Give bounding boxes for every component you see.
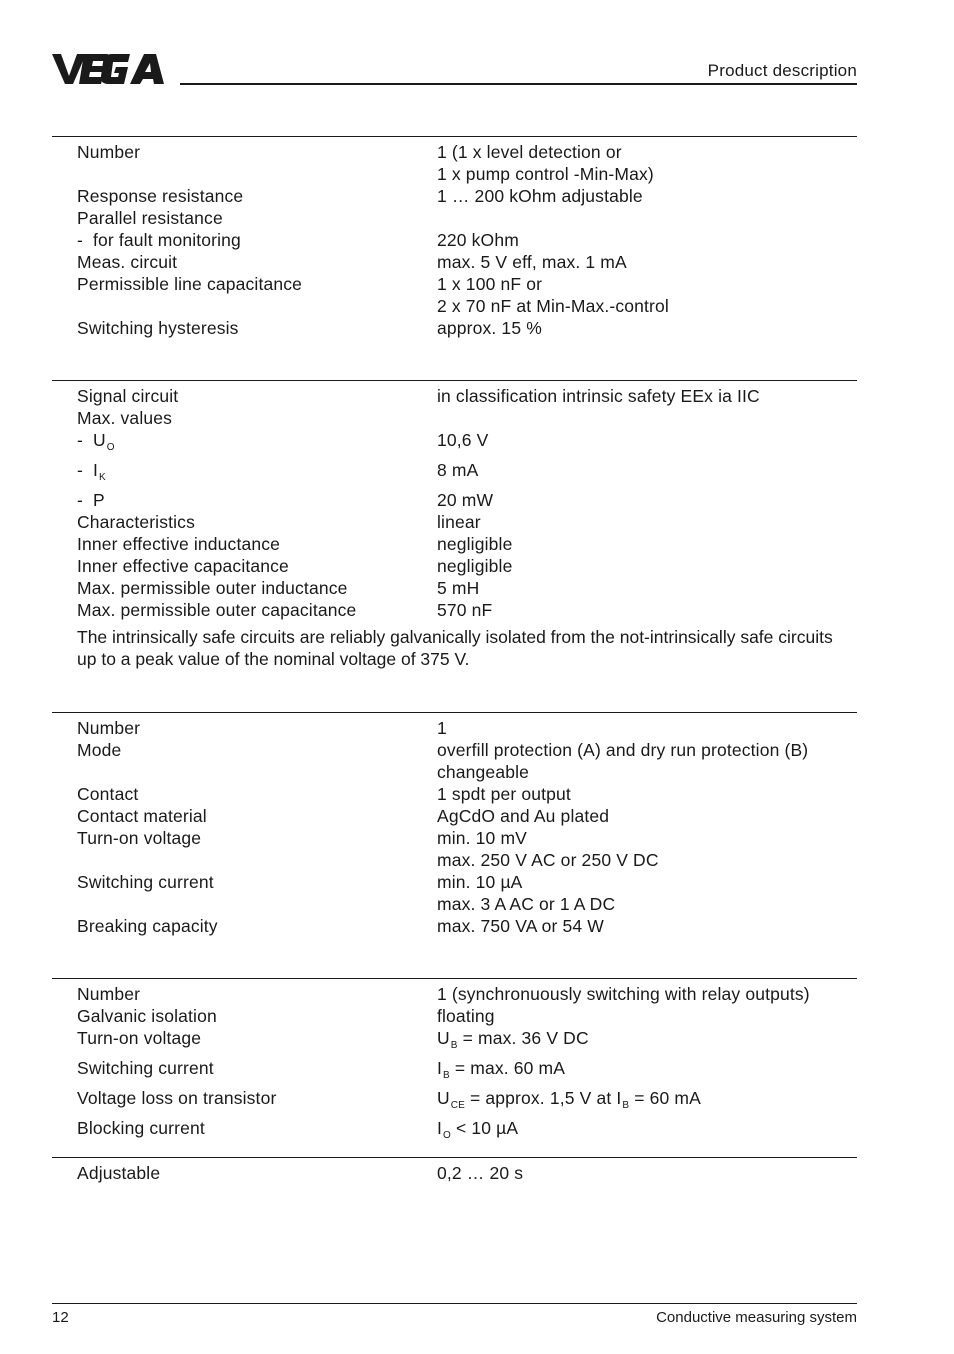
spec-label: Max. permissible outer inductance: [77, 578, 348, 598]
spec-label: Max. permissible outer capacitance: [77, 600, 357, 620]
spec-row: [77, 915, 857, 937]
spec-label: Max. values: [77, 408, 173, 428]
spec-row: [77, 717, 857, 739]
isolation-note: The intrinsically safe circuits are reliably galvanically isolated from the not-intrinsically safe circuits up to a peak value of the nominal voltage of 375 V.: [77, 627, 833, 669]
spec-table-delay: [77, 1162, 857, 1184]
spec-row: [77, 429, 857, 459]
spec-row: [77, 1027, 857, 1057]
spec-value: $U_{CE}$ = approx. 1,5 V at $I_B = 60$ mA: [437, 1088, 701, 1111]
spec-value: floating: [437, 1006, 495, 1026]
spec-row: [77, 1057, 857, 1087]
spec-label: Meas. circuit: [77, 252, 178, 272]
spec-row: [77, 273, 857, 295]
spec-row: [77, 459, 857, 489]
spec-value: in classification intrinsic safety EEx ia IIC: [437, 386, 760, 406]
spec-label: - for fault monitoring: [77, 230, 241, 250]
spec-label: Blocking current: [77, 1118, 205, 1138]
spec-row: [77, 827, 857, 849]
spec-table-signal-circuit: [77, 385, 857, 621]
spec-label: - $I_K$: [77, 460, 106, 483]
spec-row: [77, 871, 857, 893]
spec-value: 1 x 100 nF or: [437, 274, 543, 294]
spec-value: min. 10 µA: [437, 872, 523, 892]
spec-row: [77, 983, 857, 1005]
section-divider: [52, 380, 857, 381]
spec-row: [77, 849, 857, 871]
spec-value: linear: [437, 512, 481, 532]
spec-label: Breaking capacity: [77, 916, 218, 936]
spec-label: Number: [77, 142, 141, 162]
spec-value: 5 mH: [437, 578, 480, 598]
spec-value: approx. 15 %: [437, 318, 542, 338]
spec-value: 1: [437, 718, 447, 738]
spec-row: [77, 295, 857, 317]
spec-label: Switching current: [77, 1058, 214, 1078]
document-title: Conductive measuring system: [656, 1309, 857, 1326]
spec-value: changeable: [437, 762, 529, 782]
spec-value: 2 x 70 nF at Min-Max.-control: [437, 296, 669, 316]
spec-value: 1 (1 x level detection or: [437, 142, 622, 162]
spec-value: [437, 207, 857, 229]
spec-value: max. 5 V eff, max. 1 mA: [437, 252, 627, 272]
spec-label: Contact: [77, 784, 139, 804]
spec-row: [77, 185, 857, 207]
spec-label: Contact material: [77, 806, 207, 826]
spec-label: - $U_O$: [77, 430, 115, 453]
spec-value: negligible: [437, 556, 513, 576]
spec-value: negligible: [437, 534, 513, 554]
spec-row: [77, 533, 857, 555]
spec-row: [77, 511, 857, 533]
spec-label: Turn-on voltage: [77, 1028, 202, 1048]
spec-row: [77, 207, 857, 229]
spec-label: Switching hysteresis: [77, 318, 239, 338]
spec-label: [77, 761, 437, 783]
spec-row: [77, 251, 857, 273]
section-divider: [52, 712, 857, 713]
spec-row: [77, 555, 857, 577]
spec-label: Inner effective capacitance: [77, 556, 289, 576]
spec-table-transistor-output: [77, 983, 857, 1147]
spec-value: 1 x pump control -Min-Max): [437, 164, 654, 184]
spec-label: Turn-on voltage: [77, 828, 202, 848]
spec-value: $U_B = \max$. 36 V DC: [437, 1028, 589, 1051]
spec-value: 0,2 … 20 s: [437, 1163, 524, 1183]
spec-row: [77, 1005, 857, 1027]
spec-value: max. 250 V AC or 250 V DC: [437, 850, 659, 870]
spec-row: [77, 577, 857, 599]
spec-row: [77, 317, 857, 339]
spec-value: 1 spdt per output: [437, 784, 571, 804]
page-number: 12: [52, 1309, 69, 1326]
spec-table-input: [77, 141, 857, 339]
spec-value: 220 kOhm: [437, 230, 519, 250]
spec-label: Characteristics: [77, 512, 195, 532]
spec-row: [77, 783, 857, 805]
spec-label: [77, 893, 437, 915]
spec-label: [77, 163, 437, 185]
spec-label: Adjustable: [77, 1163, 161, 1183]
spec-row: [77, 739, 857, 761]
footer-rule: [52, 1303, 857, 1304]
section-divider: [52, 136, 857, 137]
spec-label: Parallel resistance: [77, 208, 223, 228]
spec-row: [77, 1162, 857, 1184]
spec-label: Number: [77, 718, 141, 738]
spec-label: Inner effective inductance: [77, 534, 281, 554]
spec-row: [77, 805, 857, 827]
spec-value: 570 nF: [437, 600, 493, 620]
section-title: Product description: [707, 61, 857, 80]
section-divider: [52, 1157, 857, 1158]
spec-row: [77, 1117, 857, 1147]
spec-value: AgCdO and Au plated: [437, 806, 610, 826]
spec-row: [77, 163, 857, 185]
spec-value: max. 3 A AC or 1 A DC: [437, 894, 616, 914]
spec-table-relay-output: [77, 717, 857, 937]
spec-value: 10,6 V: [437, 430, 489, 450]
spec-label: Signal circuit: [77, 386, 179, 406]
spec-label: Number: [77, 984, 141, 1004]
spec-value: max. 750 VA or 54 W: [437, 916, 604, 936]
header-rule: [180, 83, 857, 85]
spec-label: Response resistance: [77, 186, 244, 206]
spec-value: overfill protection (A) and dry run protection (B): [437, 740, 809, 760]
spec-row: [77, 489, 857, 511]
spec-label: Permissible line capacitance: [77, 274, 303, 294]
spec-label: Mode: [77, 740, 122, 760]
spec-row: [77, 141, 857, 163]
spec-value: 8 mA: [437, 460, 479, 480]
spec-value: min. 10 mV: [437, 828, 527, 848]
spec-row: [77, 229, 857, 251]
spec-value: 20 mW: [437, 490, 494, 510]
spec-value: $I_O < 10$ µA: [437, 1118, 519, 1141]
spec-value: $I_B = \max$. 60 mA: [437, 1058, 566, 1081]
spec-value: 1 (synchronuously switching with relay outputs): [437, 984, 810, 1004]
spec-label: [77, 849, 437, 871]
spec-row: [77, 893, 857, 915]
spec-row: [77, 1087, 857, 1117]
section-divider: [52, 978, 857, 979]
spec-label: Switching current: [77, 872, 214, 892]
spec-row: [77, 385, 857, 407]
spec-label: - P: [77, 490, 105, 510]
spec-label: Galvanic isolation: [77, 1006, 217, 1026]
spec-row: [77, 761, 857, 783]
spec-label: Voltage loss on transistor: [77, 1088, 277, 1108]
spec-row: [77, 407, 857, 429]
spec-row: [77, 599, 857, 621]
vega-logo: [52, 52, 172, 86]
spec-label: [77, 295, 437, 317]
spec-value: 1 … 200 kOhm adjustable: [437, 186, 643, 206]
